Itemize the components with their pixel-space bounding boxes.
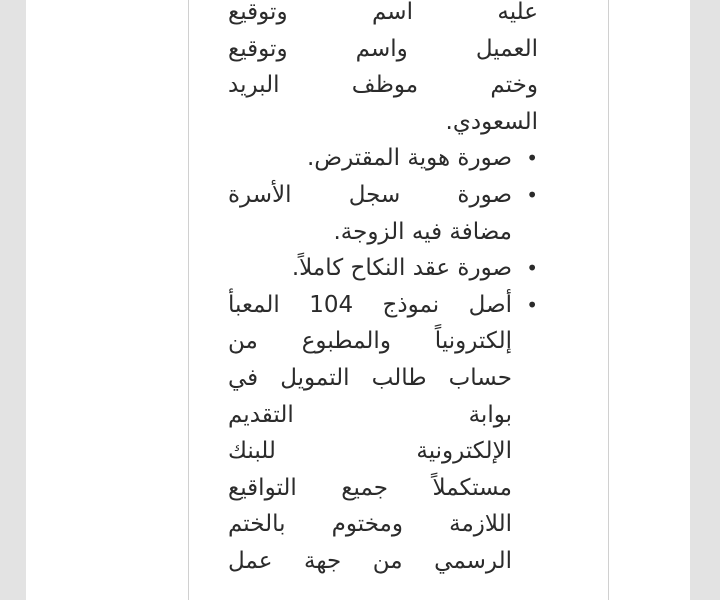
list-item-line: حساب طالب التمويل في bbox=[228, 364, 512, 391]
list-item-line: صورة عقد النكاح كاملاً. bbox=[291, 255, 512, 282]
list-item-line: صورة سجل الأسرة bbox=[228, 181, 512, 208]
requirements-list bbox=[228, 140, 538, 579]
intro-line: العميل واسم وتوقيع bbox=[228, 35, 538, 62]
bullet-icon: • bbox=[526, 256, 538, 281]
list-item-line: إلكترونياً والمطبوع من bbox=[228, 328, 512, 355]
bullet-icon: • bbox=[526, 292, 538, 317]
list-item-line: أصل نموذج 104 المعبأ bbox=[228, 291, 512, 318]
intro-paragraph bbox=[228, 0, 538, 140]
document-text-column bbox=[228, 0, 538, 580]
list-item-line: مستكملاً جميع التواقيع bbox=[228, 474, 512, 501]
list-item-line: مضافة فيه الزوجة. bbox=[333, 218, 512, 245]
left-margin-guide bbox=[188, 0, 189, 600]
list-item-line: الإلكترونية للبنك bbox=[228, 438, 512, 465]
list-item bbox=[228, 177, 538, 250]
bullet-icon: • bbox=[526, 146, 538, 171]
bullet-icon: • bbox=[526, 182, 538, 207]
list-item bbox=[228, 140, 538, 177]
document-page bbox=[26, 0, 690, 600]
intro-line: عليه اسم وتوقيع bbox=[228, 0, 538, 25]
list-item bbox=[228, 287, 538, 580]
right-gutter bbox=[690, 0, 720, 600]
intro-line: وختم موظف البريد bbox=[228, 72, 538, 99]
list-item-line: بوابة التقديم bbox=[228, 401, 512, 428]
list-item-line: صورة هوية المقترض. bbox=[306, 145, 512, 172]
intro-line: السعودي. bbox=[445, 108, 538, 135]
list-item-line: اللازمة ومختوم بالختم bbox=[228, 511, 512, 538]
list-item-line: الرسمي من جهة عمل bbox=[228, 547, 512, 574]
list-item bbox=[228, 250, 538, 287]
left-gutter bbox=[0, 0, 26, 600]
right-margin-guide bbox=[608, 0, 609, 600]
